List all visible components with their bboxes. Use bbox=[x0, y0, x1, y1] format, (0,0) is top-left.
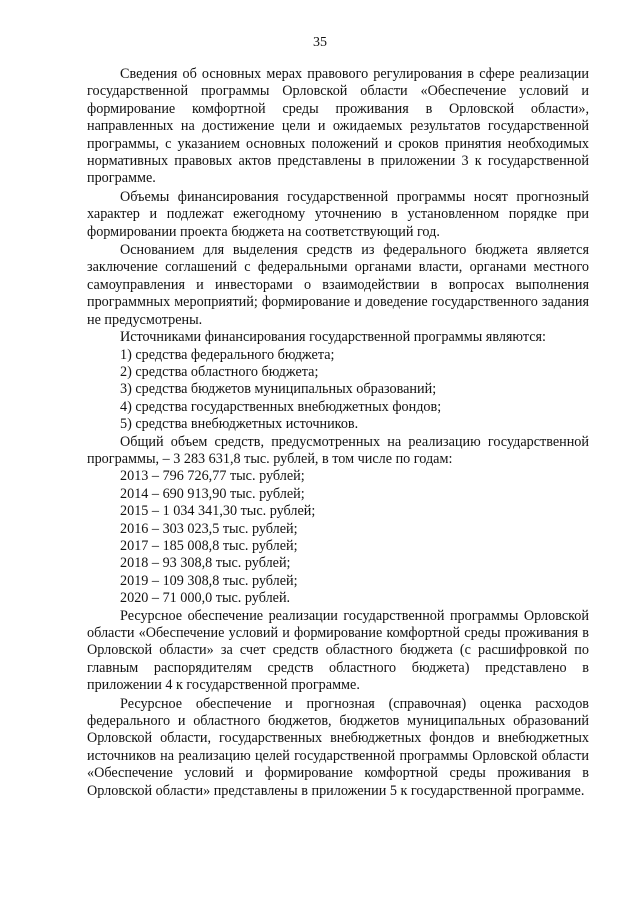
list-item: 2020 – 71 000,0 тыс. рублей. bbox=[120, 590, 291, 607]
funding-sources-list bbox=[87, 347, 589, 434]
list-item: 2019 – 109 308,8 тыс. рублей; bbox=[120, 572, 298, 589]
paragraph-legal-regulation: Сведения об основных мерах правового регулирования в сфере реализации государственной программы Орловской области «Обеспечение условий и формирование комфортной среды проживания в Орловской области», направленных на достижение цели и ожидаемых результатов государственной программы, с указанием основных положений и сроков принятия необходимых нормативных правовых актов представлены в приложении 3 к государственной программе. bbox=[87, 66, 589, 187]
list-item: 3) средства бюджетов муниципальных образований; bbox=[120, 381, 437, 398]
list-item: 2016 – 303 023,5 тыс. рублей; bbox=[120, 520, 298, 537]
list-item: 2015 – 1 034 341,30 тыс. рублей; bbox=[120, 503, 316, 520]
paragraph-total-volume: Общий объем средств, предусмотренных на реализацию государственной программы, – 3 283 631,8 тыс. рублей, в том числе по годам: bbox=[87, 433, 589, 467]
paragraph-forecast-resources: Ресурсное обеспечение и прогнозная (справочная) оценка расходов федерального и областного бюджетов, бюджетов муниципальных образований Орловской области, государственных внебюджетных фондов и внебюджетных источников на реализацию целей государственной программы Орловской области «Обеспечение условий и формирование комфортной среды проживания в Орловской области» представлены в приложении 5 к государственной программе. bbox=[87, 695, 589, 799]
list-item: 5) средства внебюджетных источников. bbox=[120, 416, 359, 433]
list-item: 4) средства государственных внебюджетных фондов; bbox=[120, 398, 442, 415]
list-item: 2) средства областного бюджета; bbox=[120, 363, 319, 380]
list-item: 1) средства федерального бюджета; bbox=[120, 346, 335, 363]
list-item: 2018 – 93 308,8 тыс. рублей; bbox=[120, 555, 291, 572]
paragraph-funding-volumes: Объемы финансирования государственной программы носят прогнозный характер и подлежат ежегодному уточнению в установленном порядке при формировании проекта бюджета на соответствующий год. bbox=[87, 188, 589, 240]
document-body bbox=[87, 66, 589, 800]
list-item: 2014 – 690 913,90 тыс. рублей; bbox=[120, 485, 305, 502]
yearly-amounts-list bbox=[87, 468, 589, 607]
paragraph-funding-sources-intro: Источниками финансирования государственной программы являются: bbox=[120, 329, 546, 346]
list-item: 2013 – 796 726,77 тыс. рублей; bbox=[120, 468, 305, 485]
page-number: 35 bbox=[313, 35, 327, 50]
paragraph-regional-resources: Ресурсное обеспечение реализации государственной программы Орловской области «Обеспечение условий и формирование комфортной среды проживания в Орловской области» за счет средств областного бюджета (с расшифровкой по главным распорядителям средств областного бюджета) представлено в приложении 4 к государственной программе. bbox=[87, 607, 589, 694]
list-item: 2017 – 185 008,8 тыс. рублей; bbox=[120, 537, 298, 554]
paragraph-federal-basis: Основанием для выделения средств из федерального бюджета является заключение соглашений с федеральными органами власти, органами местного самоуправления и инвесторами о взаимодействии в вопросах выполнения программных мероприятий; формирование и доведение государственного задания не предусмотрены. bbox=[87, 242, 589, 328]
